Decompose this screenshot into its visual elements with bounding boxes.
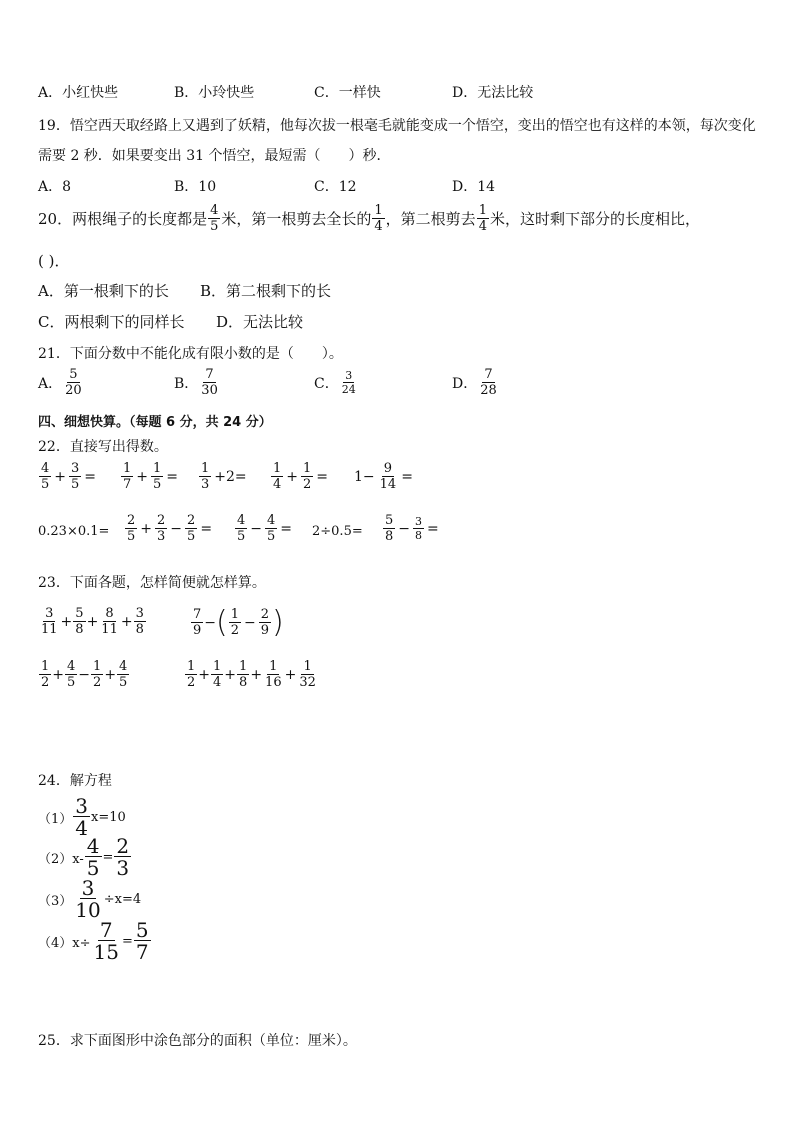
q22-expr-9: 2÷0.5= [312,524,363,539]
q21-option-c: C． $\frac{3}{24}$ [314,369,356,396]
q18-option-a: A．小红快些 [38,85,119,101]
q21-option-d: D． $\frac{7}{28}$ [452,367,497,398]
q22-expr-1: $\frac{4}{5}$ + $\frac{3}{5}$ = [41,461,97,492]
q20-option-a: A．第一根剩下的长 [38,282,169,300]
q20-fraction-1: $\frac{4}{5}$ [210,203,219,234]
q22-expr-3: $\frac{1}{3}$ +2= [201,461,247,492]
q20-fraction-3: $\frac{1}{4}$ [478,203,487,234]
q20-answer-blank: ( )． [38,252,70,270]
q18-option-d: D．无法比较 [452,85,534,101]
q23-expr-3: $\frac{1}{2}$ + $\frac{4}{5}$ − $\frac{1}{2}$ + $\frac{4}{5}$ [41,659,128,690]
q19-text-line2: 需要 2 秒．如果要变出 31 个悟空，最短需（ ）秒． [38,148,391,164]
q20-fraction-2: $\frac{1}{4}$ [374,203,383,234]
q21-option-b: B． $\frac{7}{30}$ [174,367,218,398]
q21-text: 21．下面分数中不能化成有限小数的是（ ）。 [38,346,343,362]
q25-text: 25．求下面图形中涂色部分的面积（单位：厘米）。 [38,1033,357,1049]
q23-expr-2: $\frac{7}{9}$ − ( $\frac{1}{2}$ − $\frac{2}{9}$ ) [193,605,284,640]
q20-question [38,204,700,233]
q24-equation-4: （4）x÷ $\frac{7}{15}$ = $\frac{5}{7}$ [38,918,149,964]
q19-option-c: C．12 [314,179,357,195]
q23-expr-4: $\frac{1}{2}$ + $\frac{1}{4}$ + $\frac{1}{8}$ + $\frac{1}{16}$ + $\frac{1}{32}$ [187,659,316,690]
q20-text-part2: 米，第一根剪去全长的 [221,210,372,228]
q22-expr-7: $\frac{2}{5}$ + $\frac{2}{3}$ − $\frac{2}{5}$ = [127,513,213,544]
q24-equation-3: （3） $\frac{3}{10}$ ÷x=4 [38,876,142,922]
q20-text-part3: ，第二根剪去 [385,210,476,228]
q24-title: 24．解方程 [38,773,112,789]
q18-option-c: C．一样快 [314,85,381,101]
q19-option-d: D．14 [452,179,496,195]
q22-expr-8: $\frac{4}{5}$ − $\frac{4}{5}$ = [237,513,293,544]
q22-title: 22．直接写出得数。 [38,439,168,455]
q20-option-c: C．两根剩下的同样长 [38,313,185,331]
q24-equation-2: （2）x- $\frac{4}{5}$ = $\frac{2}{3}$ [38,834,130,880]
q20-text-part1: 20．两根绳子的长度都是 [38,210,208,228]
q23-title: 23．下面各题，怎样简便就怎样算。 [38,575,266,591]
q20-option-d: D．无法比较 [216,313,304,331]
q18-option-b: B．小玲快些 [174,85,255,101]
section-heading: 四、细想快算。（每题 6 分，共 24 分） [38,415,272,430]
q22-expr-2: $\frac{1}{7}$ + $\frac{1}{5}$ = [123,461,179,492]
q22-expr-5: 1− $\frac{9}{14}$ = [354,461,413,492]
q19-option-a: A．8 [38,179,72,195]
q23-expr-1: $\frac{3}{11}$ + $\frac{5}{8}$ + $\frac{8}{11}$ + $\frac{3}{8}$ [41,606,144,637]
q21-option-a: A． $\frac{5}{20}$ [38,367,82,398]
q22-expr-6: 0.23×0.1= [38,524,110,539]
q22-expr-4: $\frac{1}{4}$ + $\frac{1}{2}$ = [273,461,329,492]
q19-option-b: B．10 [174,179,217,195]
q22-expr-10: $\frac{5}{8}$ − $\frac{3}{8}$ = [385,513,439,544]
q19-text-line1: 19．悟空西天取经路上又遇到了妖精，他每次拔一根毫毛就能变成一个悟空，变出的悟空也有这样的本领，每次变化 [38,118,756,134]
q24-equation-1: （1） $\frac{3}{4}$ x=10 [38,794,126,840]
q20-text-part4: 米，这时剩下部分的长度相比， [489,210,700,228]
q20-option-b: B．第二根剩下的长 [200,282,332,300]
